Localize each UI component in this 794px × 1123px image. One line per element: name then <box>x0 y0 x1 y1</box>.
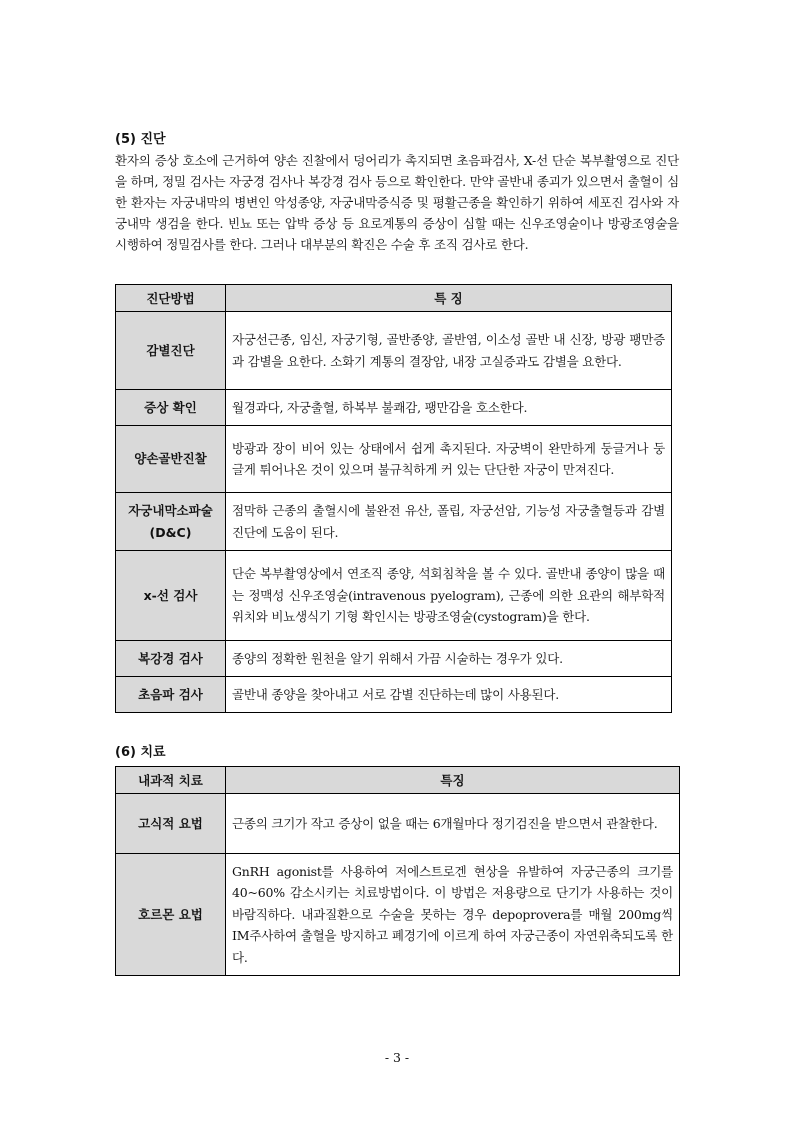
row-label: 초음파 검사 <box>116 677 226 713</box>
table-row <box>116 390 672 426</box>
row-label: 양손골반진찰 <box>116 426 226 493</box>
header-features: 특징 <box>226 767 680 794</box>
row-description: 종양의 정확한 원천을 알기 위해서 가끔 시술하는 경우가 있다. <box>226 641 672 677</box>
treatment-table <box>115 766 680 976</box>
row-description: 근종의 크기가 작고 증상이 없을 때는 6개월마다 정기검진을 받으면서 관찰한다. <box>226 794 680 854</box>
row-description: 골반내 종양을 찾아내고 서로 감별 진단하는데 많이 사용된다. <box>226 677 672 713</box>
table-header-row <box>116 285 672 312</box>
table-row <box>116 493 672 551</box>
table-row <box>116 854 680 976</box>
table-header-row <box>116 767 680 794</box>
header-medical-treatment: 내과적 치료 <box>116 767 226 794</box>
table-row <box>116 794 680 854</box>
row-label: 고식적 요법 <box>116 794 226 854</box>
section6-title: (6) 치료 <box>115 745 166 760</box>
row-description: 월경과다, 자궁출혈, 하복부 불쾌감, 팽만감을 호소한다. <box>226 390 672 426</box>
section5-title: (5) 진단 <box>115 132 166 147</box>
row-description: 점막하 근종의 출혈시에 불완전 유산, 폴립, 자궁선암, 기능성 자궁출혈등과 감별 진단에 도움이 된다. <box>226 493 672 551</box>
row-label: x-선 검사 <box>116 551 226 641</box>
header-features: 특 징 <box>226 285 672 312</box>
section5-paragraph: 환자의 증상 호소에 근거하여 양손 진찰에서 덩어리가 촉지되면 초음파검사, X-선 단순 복부촬영으로 진단을 하며, 정밀 검사는 자궁경 검사나 복강경 검사 등으로 확인한다. 만약 골반내 종괴가 있으면서 출혈이 심한 환자는 자궁내막의 병변인 악성종양, 자궁내막증식증 및 평활근종을 확인하기 위하여 세포진 검사와 자궁내막 생검을 한다. 빈뇨 또는 압박 증상 등 요로계통의 증상이 심할 때는 신우조영술이나 방광조영술을 시행하여 정밀검사를 한다. 그러나 대부분의 확진은 수술 후 조직 검사로 한다. <box>115 153 679 252</box>
diagnosis-table <box>115 284 672 713</box>
row-description: GnRH agonist를 사용하여 저에스트로겐 현상을 유발하여 자궁근종의 크기를 40~60% 감소시키는 치료방법이다. 이 방법은 저용량으로 단기가 사용하는 것이 바람직하다. 내과질환으로 수술을 못하는 경우 depoprovera를 매월 200mg씩 IM주사하여 출혈을 방지하고 폐경기에 이르게 하여 자궁근종이 자연위축되도록 한다. <box>226 854 680 976</box>
table-row <box>116 426 672 493</box>
row-description: 방광과 장이 비어 있는 상태에서 쉽게 촉지된다. 자궁벽이 완만하게 둥글거나 둥글게 튀어나온 것이 있으며 불규칙하게 커 있는 단단한 자궁이 만져진다. <box>226 426 672 493</box>
row-description: 단순 복부촬영상에서 연조직 종양, 석회침착을 볼 수 있다. 골반내 종양이 많을 때는 정맥성 신우조영술(intravenous pyelogram), 근종에 의한 요관의 해부학적 위치와 비뇨생식기 기형 확인시는 방광조영술(cystogram)을 한다. <box>226 551 672 641</box>
table-row <box>116 641 672 677</box>
row-label: 호르몬 요법 <box>116 854 226 976</box>
page-number: - 3 - <box>384 1050 410 1065</box>
row-label: 증상 확인 <box>116 390 226 426</box>
table-row <box>116 551 672 641</box>
header-diagnosis-method: 진단방법 <box>116 285 226 312</box>
row-label: 자궁내막소파술 (D&C) <box>116 493 226 551</box>
row-label: 복강경 검사 <box>116 641 226 677</box>
row-description: 자궁선근종, 임신, 자궁기형, 골반종양, 골반염, 이소성 골반 내 신장, 방광 팽만증과 감별을 요한다. 소화기 계통의 결장암, 내장 고실증과도 감별을 요한다. <box>226 312 672 390</box>
row-label: 감별진단 <box>116 312 226 390</box>
table-row <box>116 677 672 713</box>
table-row <box>116 312 672 390</box>
